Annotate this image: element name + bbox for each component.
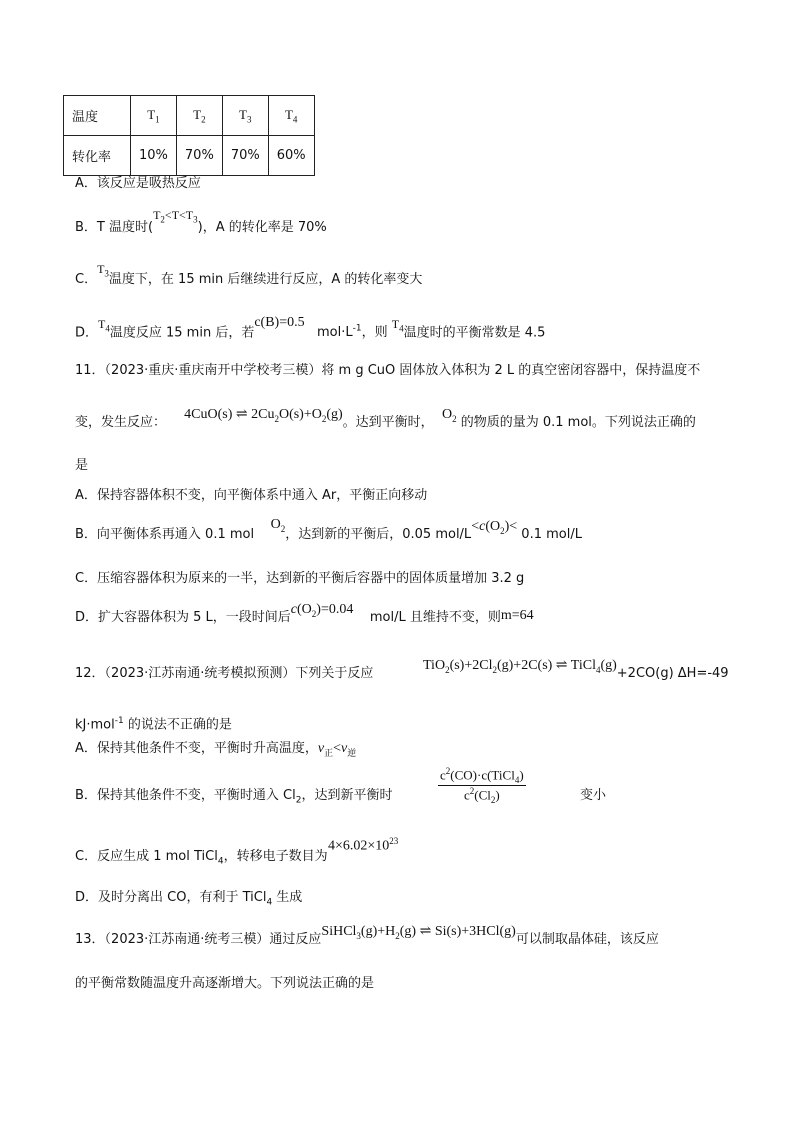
q10-option-b bbox=[75, 208, 327, 240]
q13-stem-line2: 的平衡常数随温度升高逐渐增大。下列说法正确的是 bbox=[75, 976, 375, 991]
table-cell: 温度 bbox=[64, 96, 131, 136]
table-cell: 转化率 bbox=[64, 136, 131, 176]
q11-stem-line3: 是 bbox=[75, 458, 89, 473]
math-expression: $T_4$ bbox=[391, 317, 404, 334]
option-text: C． bbox=[75, 272, 98, 287]
fraction-numerator: $c^2(CO)\cdot c(TiCl_4)$ bbox=[440, 766, 524, 785]
table-cell: $T_1$ bbox=[131, 96, 177, 136]
math-expression: $T_2<T<T_3$ bbox=[153, 208, 198, 225]
option-text: ，达到新的平衡后，0.05 mol/L bbox=[285, 527, 472, 542]
option-text: $mol\cdot L^{-1}$，则 bbox=[317, 324, 392, 341]
table-cell: 60% bbox=[268, 136, 314, 176]
option-text: B．向平衡体系再通入 0.1 mol bbox=[75, 527, 255, 542]
table-cell: 70% bbox=[222, 136, 268, 176]
stem-text: 。达到平衡时， bbox=[342, 415, 434, 430]
math-expression: $4\times 6.02\times 10^{23}$ bbox=[328, 836, 399, 854]
math-expression: $T_4$ bbox=[98, 317, 110, 334]
reaction-equation: $TiO_2(s)+2Cl_2(g)+2C(s)$ ⇌ TiCl$_4$(g) bbox=[423, 658, 617, 675]
table-cell: $T_2$ bbox=[176, 96, 222, 136]
table-row bbox=[64, 136, 315, 176]
stem-text: 12．（2023·江苏南通·统考模拟预测）下列关于反应 bbox=[75, 666, 374, 681]
option-text: 温度反应 15 min 后，若 bbox=[109, 325, 255, 341]
q11-option-a: A．保持容器体积不变，向平衡体系中通入 Ar，平衡正向移动 bbox=[75, 488, 428, 503]
math-expression: $O_2$ bbox=[441, 407, 457, 424]
option-text: 变小 bbox=[580, 788, 607, 803]
q12-option-a: A．保持其他条件不变，平衡时升高温度，$v_正<v_逆$ bbox=[75, 741, 357, 758]
conversion-table bbox=[63, 95, 315, 176]
q10-option-c bbox=[75, 262, 423, 292]
math-expression: $c(O_2)=0.04$ bbox=[290, 602, 354, 619]
q10-option-d bbox=[75, 315, 546, 346]
option-text: D． bbox=[75, 325, 99, 341]
fraction-denominator: $c^2(Cl_2)$ bbox=[463, 785, 500, 805]
stem-text: 的物质的量为 0.1 mol。下列说法正确的 bbox=[460, 415, 696, 430]
option-text: )，A 的转化率是 70% bbox=[197, 220, 327, 235]
stem-text: 变，发生反应： bbox=[75, 415, 167, 430]
table-cell: 10% bbox=[131, 136, 177, 176]
option-text: B．T 温度时( bbox=[75, 220, 154, 235]
reaction-equation: 4CuO(s) ⇌ $2Cu_2O(s)+O_2(g)$ bbox=[184, 407, 343, 424]
q12-option-c: C．反应生成 1 mol TiCl$_4$，转移电子数目为 bbox=[75, 849, 328, 867]
option-text: mol/L 且维持不变，则 bbox=[369, 610, 501, 625]
q11-option-d bbox=[75, 602, 534, 631]
math-expression: $O_2$ bbox=[270, 517, 286, 534]
option-text: 温度下，在 15 min 后继续进行反应，A 的转化率变大 bbox=[108, 272, 423, 287]
q11-option-b bbox=[75, 517, 582, 548]
table-row bbox=[64, 96, 315, 136]
math-expression: m=64 bbox=[500, 608, 534, 623]
q10-option-a: A．该反应是吸热反应 bbox=[75, 176, 201, 191]
stem-text: 可以制取晶体硅，该反应 bbox=[515, 932, 659, 947]
table-cell: $T_4$ bbox=[268, 96, 314, 136]
q12-option-b: B．保持其他条件不变，平衡时通入 $Cl_2$，达到新平衡时 bbox=[75, 788, 393, 806]
option-text: D．扩大容器体积为 5 L，一段时间后 bbox=[75, 610, 291, 625]
math-expression: $T_3$ bbox=[97, 262, 109, 279]
math-expression: c(B)=0.5 bbox=[254, 315, 305, 331]
stem-text: 13．（2023·江苏南通·统考三模）通过反应 bbox=[75, 932, 322, 947]
table-cell: 70% bbox=[176, 136, 222, 176]
option-text: 温度时的平衡常数是 4.5 bbox=[403, 325, 546, 341]
q11-option-c: C．压缩容器体积为原来的一半，达到新的平衡后容器中的固体质量增加 3.2 g bbox=[75, 571, 525, 586]
q11-stem-line2 bbox=[75, 407, 696, 436]
q12-stem-line1 bbox=[75, 658, 729, 687]
math-expression: $v_正<v_逆$ bbox=[317, 741, 357, 758]
stem-text: +2CO(g) ΔH=-49 bbox=[616, 666, 729, 681]
q13-stem-line1 bbox=[75, 924, 659, 953]
math-expression: $<c(O_2)<$ bbox=[471, 519, 518, 536]
math-fraction bbox=[438, 766, 526, 805]
reaction-equation: $SiHCl_3(g)+H_2(g)$ ⇌ Si(s)+3HCl(g) bbox=[321, 924, 516, 941]
q12-stem-line2: kJ·mol$^{-1}$ 的说法不正确的是 bbox=[75, 716, 232, 733]
q11-stem-line1: 11．（2023·重庆·重庆南开中学校考三模）将 m g CuO 固体放入体积为 2 L 的真空密闭容器中，保持温度不 bbox=[75, 363, 701, 378]
table-cell: $T_3$ bbox=[222, 96, 268, 136]
q12-option-d: D．及时分离出 CO，有利于 TiCl$_4$ 生成 bbox=[75, 890, 303, 908]
option-text: 0.1 mol/L bbox=[521, 527, 582, 542]
